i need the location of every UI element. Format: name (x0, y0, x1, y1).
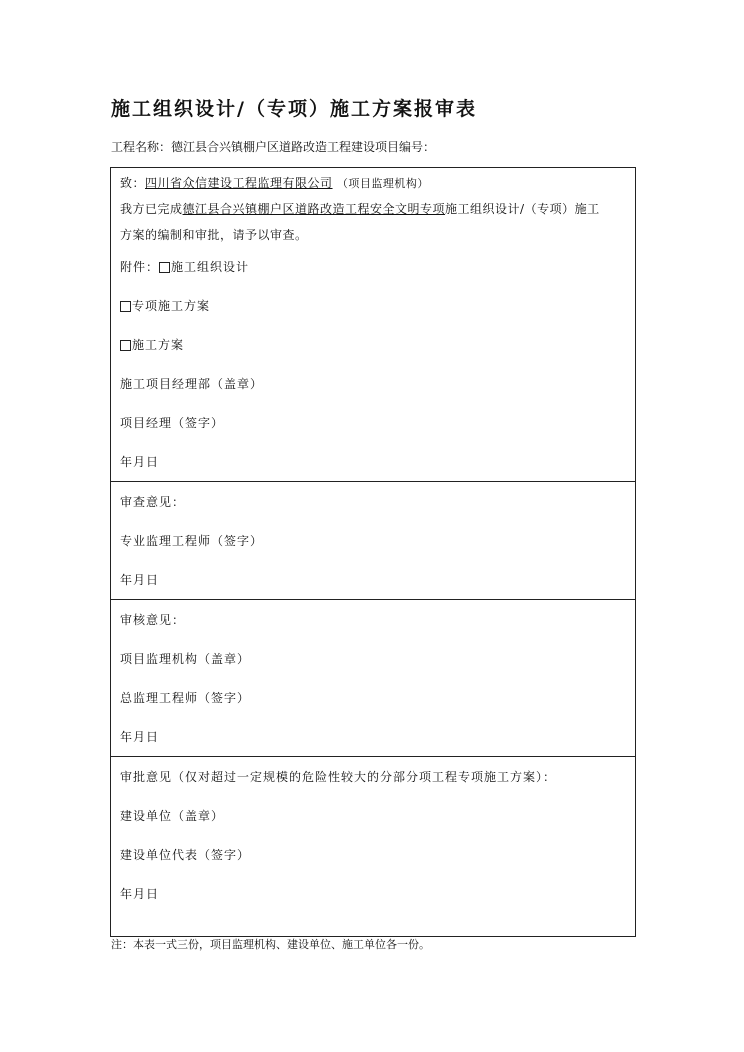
audit-date: 年月日 (120, 730, 160, 744)
body-project-name: 德江县合兴镇棚户区道路改造工程安全文明专项 (182, 202, 446, 216)
review-date: 年月日 (120, 573, 160, 587)
special-plan-checkbox[interactable] (120, 301, 131, 312)
recipient-name: 四川省众信建设工程监理有限公司 (145, 176, 333, 190)
project-number-label: 编号： (399, 140, 436, 154)
approval-date: 年月日 (120, 887, 160, 901)
owner-rep-signature: 建设单位代表（签字） (120, 848, 251, 862)
review-heading: 审查意见： (120, 495, 186, 509)
attachment-option-row-3 (120, 326, 626, 365)
attachment-option-2: 专项施工方案 (132, 299, 211, 313)
approval-heading: 审批意见（仅对超过一定规模的危险性较大的分部分项工程专项施工方案）： (120, 770, 557, 784)
construction-design-checkbox[interactable] (159, 262, 170, 273)
review-section (111, 481, 635, 599)
submission-date: 年月日 (120, 455, 160, 469)
project-info (111, 138, 435, 155)
body-suffix: 施工组织设计/（专项）施工 (445, 202, 600, 216)
attachment-option-row-2 (120, 287, 626, 326)
chief-engineer-signature: 总监理工程师（签字） (120, 691, 251, 705)
page-title: 施工组织设计/（专项）施工方案报审表 (111, 98, 477, 120)
body-line-2: 方案的编制和审批，请予以审查。 (120, 228, 308, 242)
construction-plan-checkbox[interactable] (120, 340, 131, 351)
recipient-note: （项目监理机构） (336, 177, 429, 190)
to-prefix: 致： (120, 176, 146, 190)
submission-section (111, 170, 635, 481)
body-line-1 (120, 196, 626, 222)
engineer-signature: 专业监理工程师（签字） (120, 534, 264, 548)
contractor-dept-seal: 施工项目经理部（盖章） (120, 377, 264, 391)
recipient-line (120, 170, 626, 196)
attachment-option-1: 施工组织设计 (171, 260, 250, 274)
attachment-label: 附件： (120, 260, 160, 274)
approval-section (111, 756, 635, 936)
audit-section (111, 599, 635, 756)
project-name-value: 德江县合兴镇棚户区道路改造工程建设项目 (171, 140, 400, 154)
audit-heading: 审核意见： (120, 613, 186, 627)
attachment-line (120, 248, 626, 287)
project-manager-signature: 项目经理（签字） (120, 416, 225, 430)
attachment-option-3: 施工方案 (132, 338, 185, 352)
body-prefix: 我方已完成 (120, 202, 183, 216)
approval-form-table (110, 167, 636, 937)
project-name-label: 工程名称： (111, 140, 172, 154)
owner-unit-seal: 建设单位（盖章） (120, 809, 225, 823)
supervision-org-seal: 项目监理机构（盖章） (120, 652, 251, 666)
footnote: 注：本表一式三份，项目监理机构、建设单位、施工单位各一份。 (111, 938, 430, 951)
